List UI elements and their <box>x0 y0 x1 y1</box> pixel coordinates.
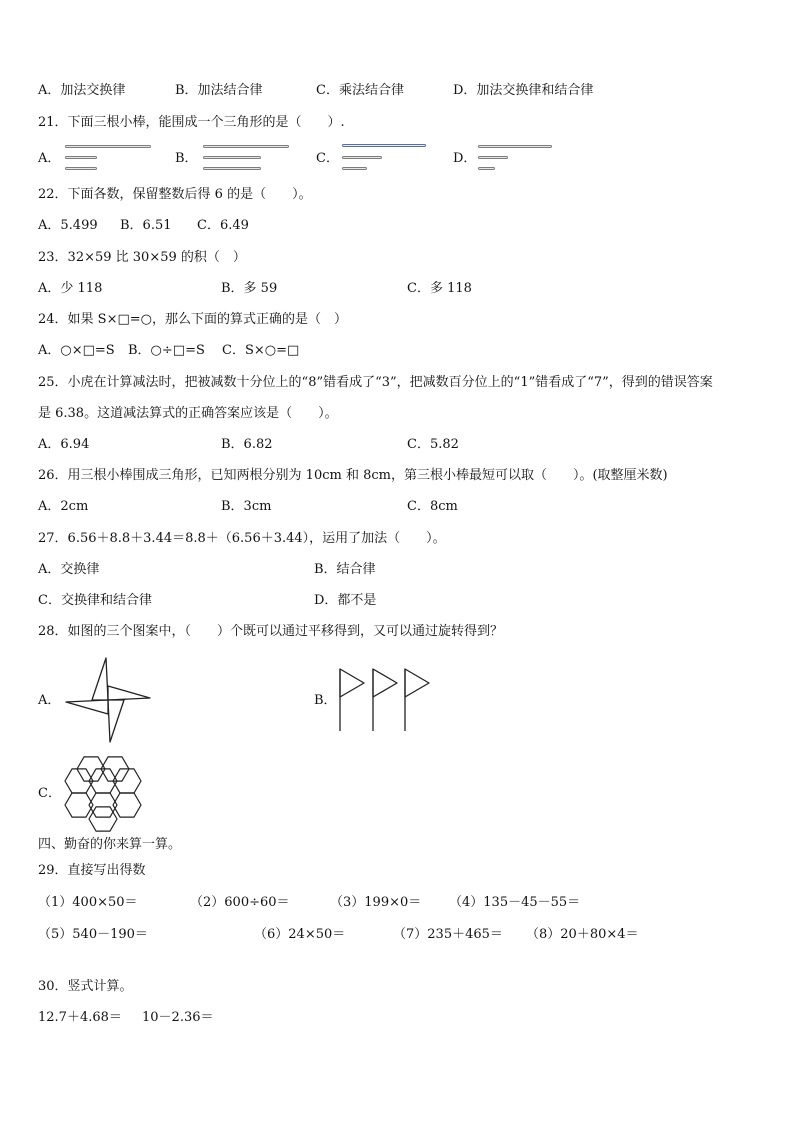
q28-label-c: C． <box>38 786 61 801</box>
q21-d-stick-3 <box>478 167 495 170</box>
q26-option-c: C．8cm <box>407 499 458 514</box>
q26-question: 26．用三根小棒围成三角形，已知两根分别为 10cm 和 8cm，第三根小棒最短可以取（ ）。(取整厘米数) <box>38 468 668 483</box>
q29-question: 29．直接写出得数 <box>38 863 146 878</box>
q30-item-1: 12.7＋4.68＝ <box>38 1010 122 1025</box>
q27-question: 27．6.56＋8.8＋3.44＝8.8＋（6.56＋3.44），运用了加法（ ）。 <box>38 531 446 546</box>
q25-option-b: B．6.82 <box>221 437 273 452</box>
q23-option-c: C．多 118 <box>407 281 472 296</box>
q21-label-c: C． <box>316 151 339 166</box>
q21-c-stick-1 <box>342 144 426 147</box>
section-4-heading: 四、勤奋的你来算一算。 <box>38 837 182 852</box>
q21-a-stick-3 <box>65 167 97 170</box>
q29-item-1: （1）400×50＝ <box>38 895 138 910</box>
q30-item-2: 10－2.36＝ <box>142 1010 214 1025</box>
q30-question: 30．竖式计算。 <box>38 979 133 994</box>
q21-b-stick-2 <box>203 156 261 159</box>
q28-question: 28．如图的三个图案中，（ ）个既可以通过平移得到，又可以通过旋转得到？ <box>38 624 504 639</box>
q25-question-line-2: 是 6.38。这道减法算式的正确答案应该是（ ）。 <box>38 406 338 421</box>
q23-option-a: A．少 118 <box>38 281 103 296</box>
q24-question: 24．如果 S×□=○，那么下面的算式正确的是（ ） <box>38 312 347 327</box>
q27-option-c: C．交换律和结合律 <box>38 593 152 608</box>
q28-label-a: A． <box>38 693 61 708</box>
q22-question: 22．下面各数，保留整数后得 6 的是（ ）。 <box>38 187 312 202</box>
q22-option-c: C．6.49 <box>197 218 249 233</box>
q27-option-a: A．交换律 <box>38 562 100 577</box>
q28-pinwheel-figure <box>62 656 154 744</box>
q29-item-4: （4）135－45－55＝ <box>449 895 581 910</box>
q21-label-a: A． <box>38 151 61 166</box>
q28-label-b: B． <box>314 693 337 708</box>
q28-hexagon-figure <box>60 755 140 835</box>
q21-c-stick-3 <box>342 167 367 170</box>
q21-b-stick-3 <box>203 167 261 170</box>
q27-option-b: B．结合律 <box>314 562 376 577</box>
q20-option-a: A．加法交换律 <box>38 83 126 98</box>
q23-question: 23．32×59 比 30×59 的积（ ） <box>38 250 246 265</box>
q25-question-line-1: 25．小虎在计算减法时，把被减数十分位上的“8”错看成了“3”，把减数百分位上的“1”错看成了“7”，得到的错误答案 <box>38 375 713 390</box>
q21-a-stick-2 <box>65 156 97 159</box>
q21-label-d: D． <box>453 151 477 166</box>
q25-option-a: A．6.94 <box>38 437 90 452</box>
q29-item-2: （2）600÷60＝ <box>190 895 290 910</box>
q29-item-7: （7）235＋465＝ <box>393 927 503 942</box>
q21-b-stick-1 <box>203 145 289 148</box>
q21-c-stick-2 <box>342 156 382 159</box>
q26-option-b: B．3cm <box>221 499 272 514</box>
q29-item-6: （6）24×50＝ <box>254 927 346 942</box>
q25-option-c: C．5.82 <box>407 437 459 452</box>
q29-item-5: （5）540－190＝ <box>38 927 148 942</box>
q20-option-c: C．乘法结合律 <box>316 83 404 98</box>
q22-option-b: B．6.51 <box>120 218 172 233</box>
q21-d-stick-2 <box>478 156 508 159</box>
q20-option-d: D．加法交换律和结合律 <box>453 83 594 98</box>
q21-a-stick-1 <box>65 145 151 148</box>
q22-option-a: A．5.499 <box>38 218 98 233</box>
q29-item-3: （3）199×0＝ <box>330 895 422 910</box>
q29-item-8: （8）20＋80×4＝ <box>526 927 639 942</box>
q23-option-b: B．多 59 <box>221 281 278 296</box>
q27-option-d: D．都不是 <box>314 593 377 608</box>
q21-label-b: B． <box>175 151 198 166</box>
q21-question: 21．下面三根小棒，能围成一个三角形的是（ ）. <box>38 115 345 130</box>
q24-option-b: B．○÷□=S <box>128 343 205 358</box>
q28-flags-figure <box>338 667 433 733</box>
q20-option-b: B．加法结合律 <box>175 83 263 98</box>
q24-option-a: A．○×□=S <box>38 343 115 358</box>
q21-d-stick-1 <box>478 145 552 148</box>
q26-option-a: A．2cm <box>38 499 89 514</box>
q24-option-c: C．S×○=□ <box>222 343 300 358</box>
